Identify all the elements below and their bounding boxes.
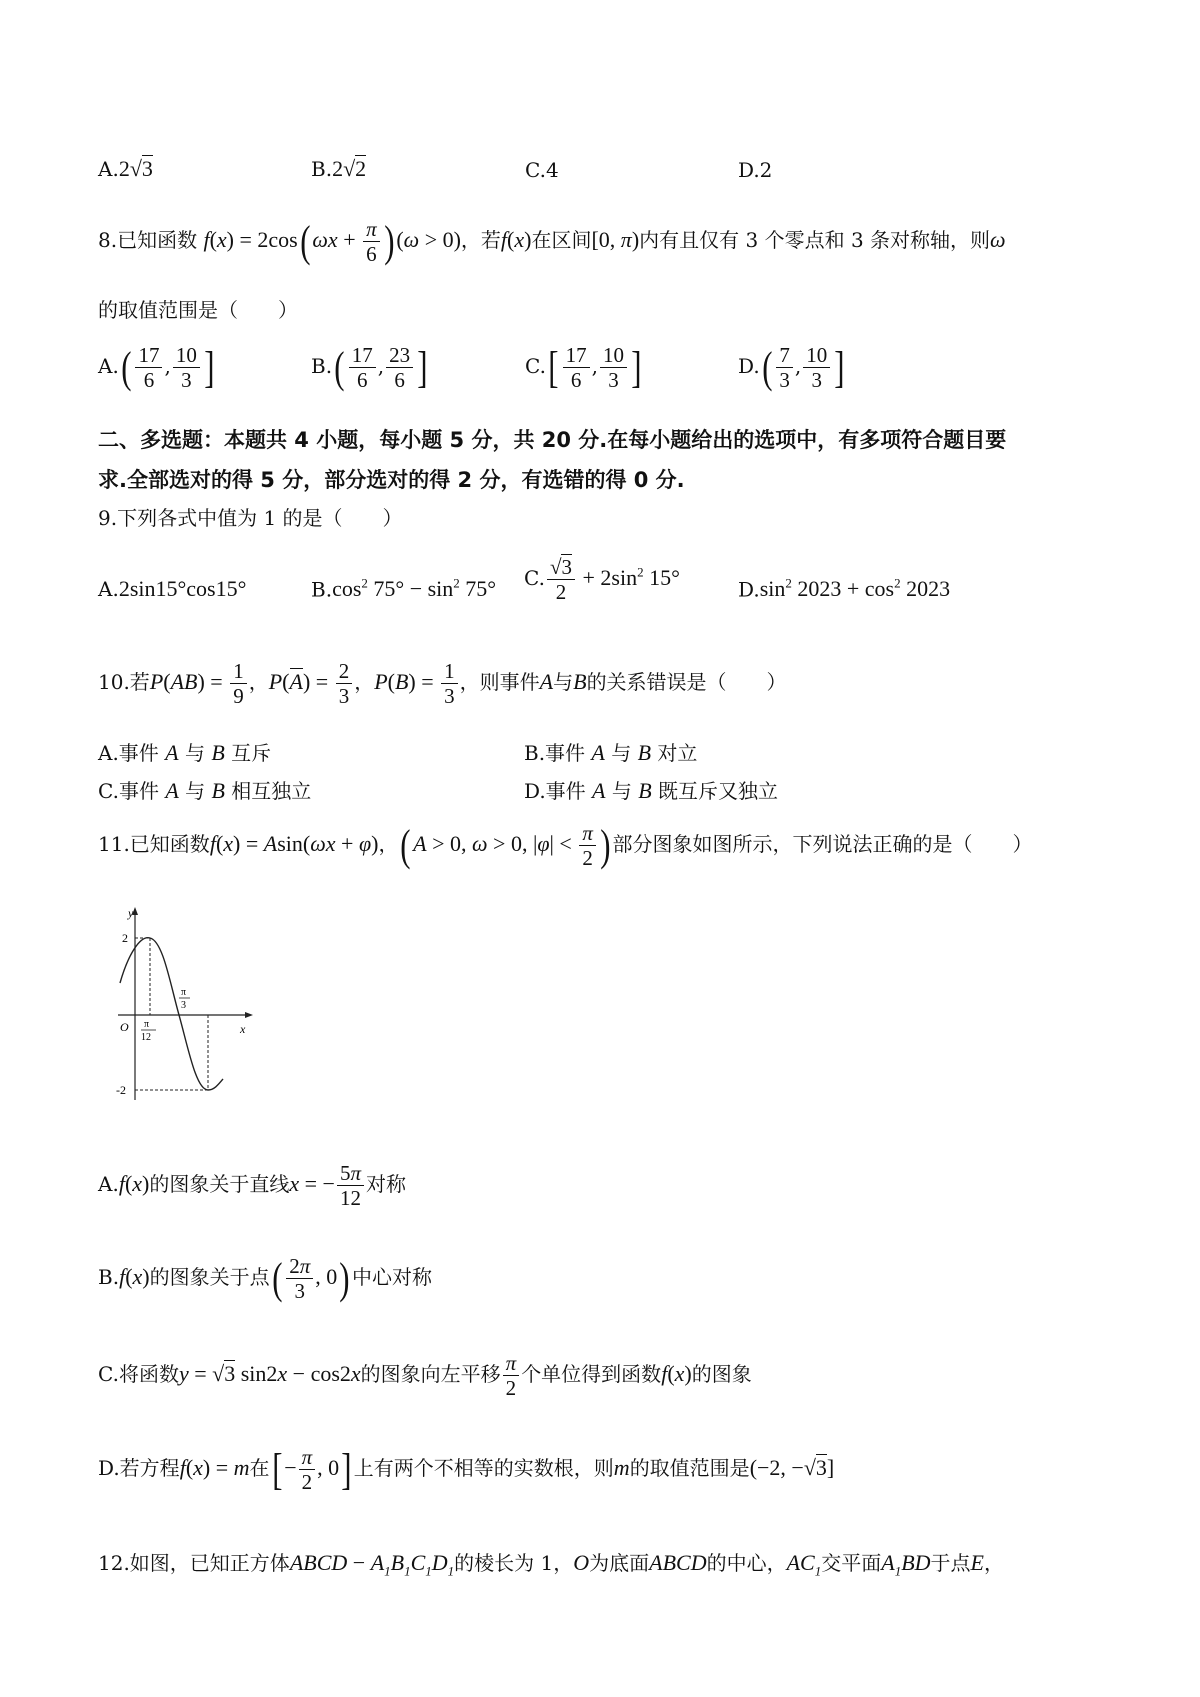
q9-option-c: C. $\frac{√3}{2}$ + $2\sin^2$ 15° (524, 555, 680, 605)
section-heading-line2: 求.全部选对的得 5 分，部分选对的得 2 分，有选错的得 0 分. (98, 468, 685, 492)
q10-option-b: B.事件 A 与 B 对立 (524, 740, 698, 765)
q12-stem: 12.如图，已知正方体ABCD − $A_1B_1C_1D_1$的棱长为 1，O为底面ABCD的中心，$AC_1$交平面$A_1BD$于点E， (98, 1550, 1004, 1579)
q7-option-c: C.4 (525, 158, 559, 182)
q11-option-b: B.f(x)的图象关于点( $\frac{2\pi}{3}$ , 0) 中心对称 (98, 1253, 432, 1304)
q8-option-d: D.( $\frac{7}{3}$ , $\frac{10}{3}$ ] (738, 342, 845, 393)
svg-text:12: 12 (141, 1032, 151, 1043)
q8-option-a: A.( $\frac{17}{6}$ , $\frac{10}{3}$ ] (98, 342, 215, 393)
q9-option-b: $B.\cos^2$ $75^\circ - \sin^2 75^\circ$ (311, 576, 497, 602)
q11-option-a: A.f(x)的图象关于直线x = − $\frac{5\pi}{12}$ 对称 (98, 1161, 406, 1211)
q9-option-d: $D.\sin^2$ $2023 + \cos^2 2023$ (738, 576, 951, 602)
q10-option-c: C.事件 A 与 B 相互独立 (98, 778, 312, 803)
svg-text:O: O (120, 1020, 129, 1034)
q10-option-d: D.事件 A 与 B 既互斥又独立 (524, 778, 779, 803)
q10-option-a: A.事件 A 与 B 互斥 (98, 740, 272, 765)
svg-text:-2: -2 (116, 1083, 126, 1097)
q7-option-a: A.2√3 (98, 156, 153, 181)
q11-option-c: C.将函数y = √3 sin2x − cos2x的图象向左平移 $\frac{\pi}{2}$ 个单位得到函数f(x)的图象 (98, 1351, 752, 1401)
sine-graph (108, 905, 258, 1105)
q8-stem-line2: 的取值范围是（ ） (98, 298, 298, 322)
q7-option-b: B.2√2 (311, 156, 367, 181)
svg-text:π: π (144, 1019, 150, 1030)
svg-text:π: π (181, 987, 187, 998)
q8-stem: 8.已知函数 f(x) = 2cos(ωx + $\frac{\pi}{6}$ )(ω > 0)，若f(x)在区间[0, π)内有且仅有 3 个零点和 3 条对称轴，则ω (98, 216, 1006, 267)
svg-text:2: 2 (122, 931, 128, 945)
q11-option-d: D.若方程f(x) = m在[− $\frac{\pi}{2}$ , 0] 上有两个不相等的实数根，则m的取值范围是(−2, −√3] (98, 1444, 835, 1495)
q9-option-a: A.2sin15°cos15° (98, 576, 247, 601)
q10-stem: 10.若P(AB) = $\frac{1}{9}$ ，P(A) = $\frac{2}{3}$ ，P(B) = $\frac{1}{3}$ ，则事件A与B的关系错误是（ ） (98, 659, 787, 709)
svg-text:3: 3 (181, 1000, 186, 1011)
q8-option-c: C.[ $\frac{17}{6}$ , $\frac{10}{3}$ ] (525, 342, 642, 393)
q8-option-b: B.( $\frac{17}{6}$ , $\frac{23}{6}$ ] (311, 342, 428, 393)
q9-stem: 9.下列各式中值为 1 的是（ ） (98, 506, 403, 530)
svg-text:x: x (240, 1022, 246, 1036)
q7-option-d: D.2 (738, 158, 773, 182)
svg-text:y: y (128, 906, 134, 920)
section-heading-line1: 二、多选题：本题共 4 小题，每小题 5 分，共 20 分.在每小题给出的选项中，有多项符合题目要 (98, 428, 1007, 452)
q11-stem: 11.已知函数f(x) = Asin(ωx + φ)，(A > 0, ω > 0, |φ| < $\frac{\pi}{2}$ ) 部分图象如图所示，下列说法正确的是（ ） (98, 820, 1033, 871)
